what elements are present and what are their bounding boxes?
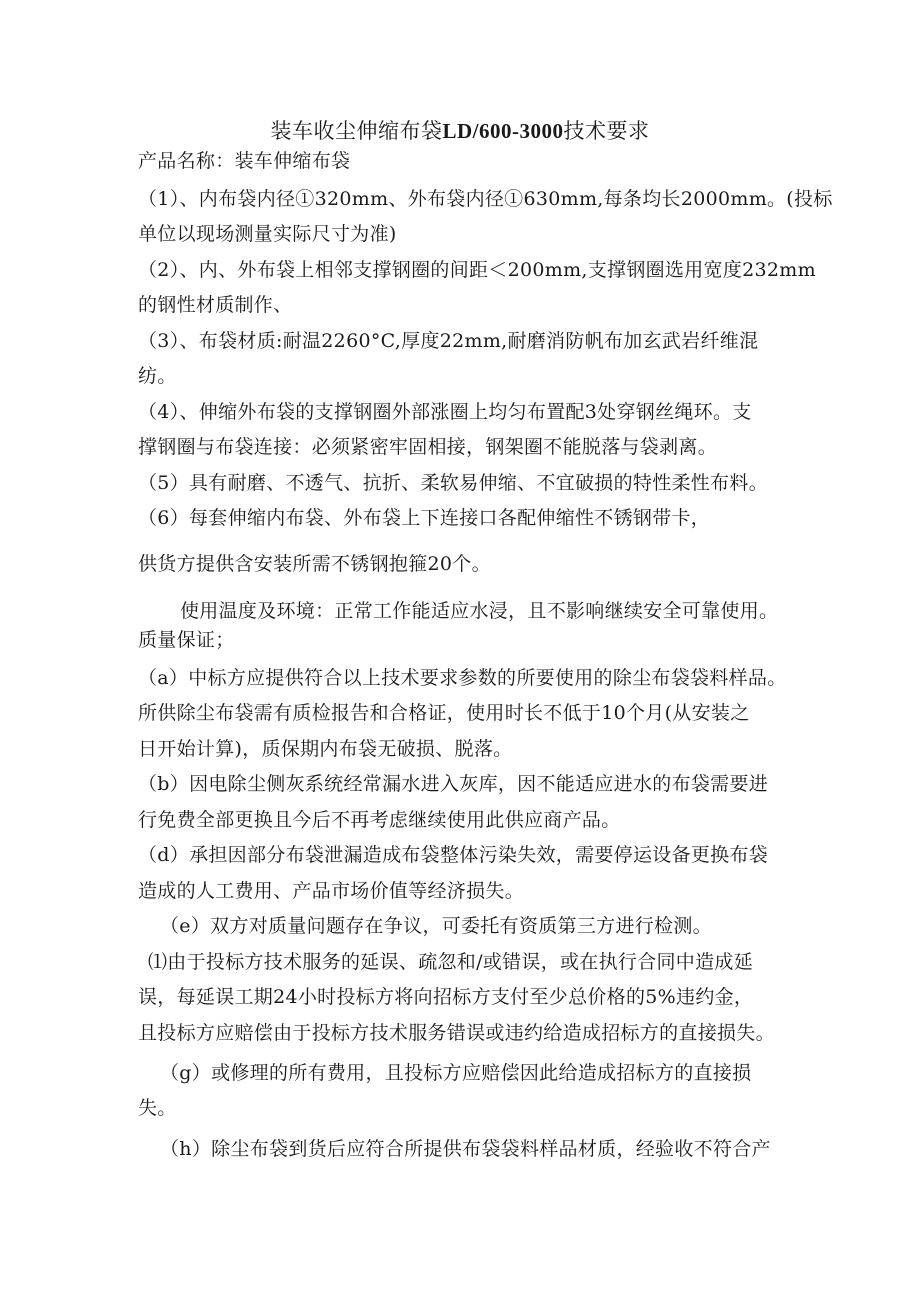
title-prefix: 装车收尘伸缩布袋 bbox=[270, 119, 443, 143]
quality-a-line-1: （a）中标方应提供符合以上技术要求参数的所要使用的除尘布袋袋料样品。 bbox=[138, 667, 787, 689]
quality-h-line: （h）除尘布袋到货后应符合所提供布袋袋料样品材质，经验收不符合产 bbox=[160, 1138, 771, 1160]
delay-line-1: ⑴由于投标方技术服务的延误、疏忽和/或错误，或在执行合同中造成延 bbox=[148, 951, 754, 973]
quality-g-line-1: （g）或修理的所有费用，且投标方应赔偿因此给造成招标方的直接损 bbox=[160, 1062, 752, 1084]
quality-heading: 质量保证； bbox=[138, 629, 235, 651]
item-4-line-2: 撑钢圈与布袋连接：必须紧密牢固相接，钢架圈不能脱落与袋剥离。 bbox=[138, 436, 718, 458]
item-5-line: （5）具有耐磨、不透气、抗折、柔软易伸缩、不宜破损的特性柔性布料。 bbox=[138, 472, 768, 494]
delay-line-3: 且投标方应赔偿由于投标方技术服务错误或违约给造成招标方的直接损失。 bbox=[138, 1022, 775, 1044]
environment-line: 使用温度及环境：正常工作能适应水浸，且不影响继续安全可靠使用。 bbox=[180, 600, 779, 622]
item-2-line-2: 的钢性材质制作、 bbox=[138, 294, 293, 316]
quality-e-line: （e）双方对质量问题存在争议，可委托有资质第三方进行检测。 bbox=[160, 915, 712, 937]
quality-a-line-3: 日开始计算)，质保期内布袋无破损、脱落。 bbox=[138, 738, 513, 760]
quality-d-line-2: 造成的人工费用、产品市场价值等经济损失。 bbox=[138, 880, 525, 902]
quality-b-line-1: （b）因电除尘侧灰系统经常漏水进入灰库，因不能适应进水的布袋需要进 bbox=[138, 773, 769, 795]
quality-a-line-2: 所供除尘布袋需有质检报告和合格证，使用时长不低于10个月(从安装之 bbox=[138, 702, 750, 724]
delay-line-2: 误，每延误工期24小时投标方将向招标方支付至少总价格的5%违约金， bbox=[138, 986, 754, 1008]
document-title bbox=[0, 116, 920, 146]
title-suffix: 技术要求 bbox=[563, 119, 650, 143]
quality-b-line-2: 行免费全部更换且今后不再考虑继续使用此供应商产品。 bbox=[138, 809, 621, 831]
supply-line: 供货方提供含安装所需不锈钢抱箍20个。 bbox=[138, 553, 491, 575]
item-1-line-2: 单位以现场测量实际尺寸为准) bbox=[138, 223, 397, 245]
item-3-line-2: 纺。 bbox=[138, 365, 177, 387]
item-2-line-1: （2）、内、外布袋上相邻支撑钢圈的间距＜200mm,支撑钢圈选用宽度232mm bbox=[138, 259, 816, 281]
quality-d-line-1: （d）承担因部分布袋泄漏造成布袋整体污染失效，需要停运设备更换布袋 bbox=[138, 844, 769, 866]
title-code: LD/600-3000 bbox=[442, 119, 564, 143]
item-3-line-1: （3）、布袋材质:耐温2260°C,厚度22mm,耐磨消防帆布加玄武岩纤维混 bbox=[138, 330, 759, 352]
item-1-line-1: （1）、内布袋内径①320mm、外布袋内径①630mm,每条均长2000mm。(投标 bbox=[138, 188, 833, 210]
item-4-line-1: （4）、伸缩外布袋的支撑钢圈外部涨圈上均匀布置配3处穿钢丝绳环。支 bbox=[138, 401, 752, 423]
product-name-line: 产品名称：装车伸缩布袋 bbox=[138, 150, 351, 172]
item-6-line: （6）每套伸缩内布袋、外布袋上下连接口各配伸缩性不锈钢带卡， bbox=[138, 507, 711, 529]
quality-g-line-2: 失。 bbox=[138, 1097, 177, 1119]
